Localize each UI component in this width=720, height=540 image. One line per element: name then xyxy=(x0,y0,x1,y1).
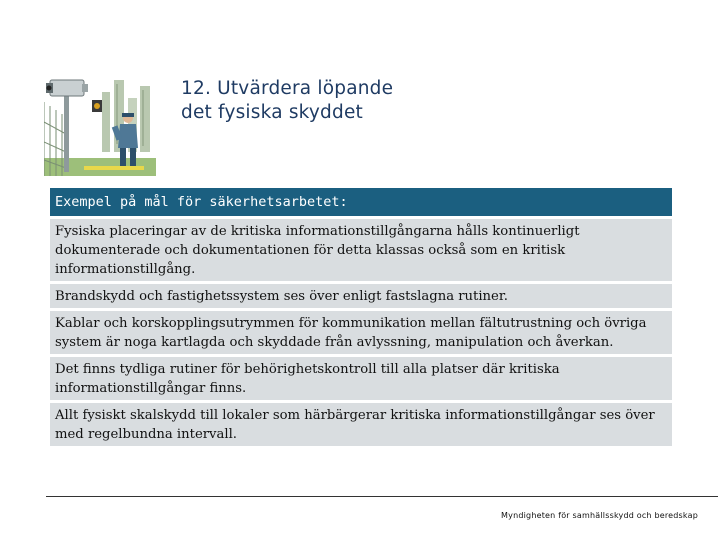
goal-row-1: Fysiska placeringar av de kritiska informationstillgångarna hålls kontinuerligt dokumenterade och dokumentationen för detta klassas också som en kritisk informationstillgång. xyxy=(50,219,672,281)
goals-table-header: Exempel på mål för säkerhetsarbetet: xyxy=(50,188,672,216)
goal-row-2: Brandskydd och fastighetssystem ses över enligt fastslagna rutiner. xyxy=(50,284,672,308)
goal-row-4: Det finns tydliga rutiner för behörighetskontroll till alla platser där kritiska informationstillgångar finns. xyxy=(50,357,672,400)
goal-row-3: Kablar och korskopplingsutrymmen för kommunikation mellan fältutrustning och övriga system är noga kartlagda och skyddade från avlyssning, manipulation och åverkan. xyxy=(50,311,672,354)
goal-row-5: Allt fysiskt skalskydd till lokaler som härbärgerar kritiska informationstillgångar ses över med regelbundna intervall. xyxy=(50,403,672,446)
footer-divider xyxy=(46,496,718,497)
footer-organization: Myndigheten för samhällsskydd och beredskap xyxy=(501,511,698,520)
slide-title xyxy=(181,77,393,125)
slide-title-line-2: det fysiska skyddet xyxy=(181,102,363,123)
slide-title-line-1: 12. Utvärdera löpande xyxy=(181,78,394,99)
goals-table xyxy=(50,188,672,449)
surveillance-camera-illustration xyxy=(44,72,156,176)
